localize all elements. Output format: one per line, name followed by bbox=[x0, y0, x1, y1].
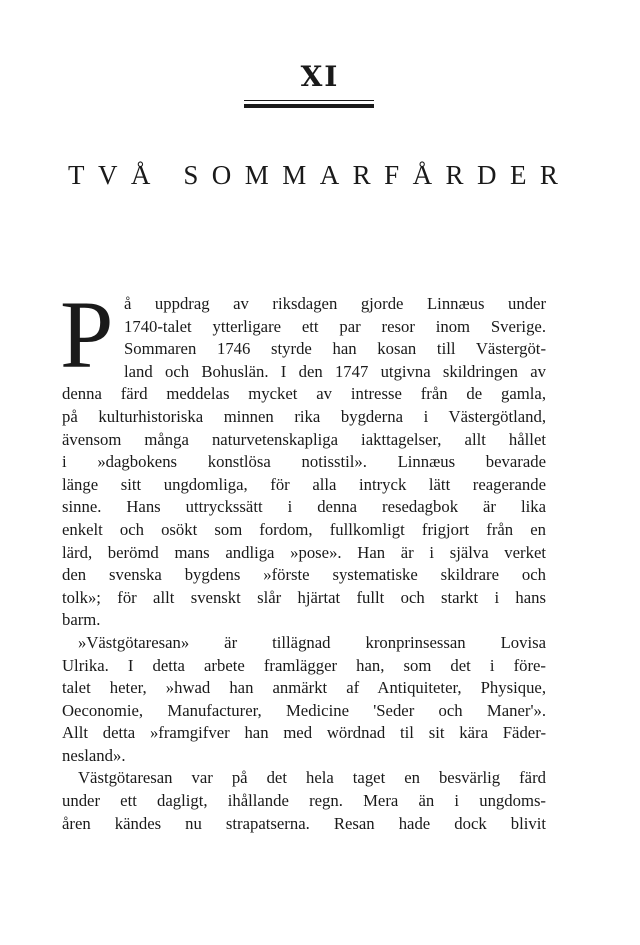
text-line: »Västgötaresan» är tillägnad kronprinsessan Lovisa bbox=[78, 632, 546, 652]
text-line: på kulturhistoriska minnen rika bygderna i Västergötland, bbox=[62, 406, 546, 426]
chapter-number: XI bbox=[300, 60, 340, 93]
text-line: 1740-talet ytterligare ett par resor inom Sverige. bbox=[124, 316, 546, 336]
text-line: Västgötaresan var på det hela taget en besvärlig färd bbox=[78, 768, 546, 788]
text-line: tolk»; för allt svenskt slår hjärtat fullt och starkt i hans bbox=[62, 587, 546, 607]
text-line: barm. bbox=[62, 610, 101, 630]
title-letter: V bbox=[97, 160, 118, 190]
text-line: land och Bohuslän. I den 1747 utgivna skildringen av bbox=[124, 361, 546, 381]
text-line: Oeconomie, Manufacturer, Medicine 'Seder och Maner'». bbox=[62, 700, 546, 720]
text-line: nesland». bbox=[62, 745, 126, 765]
title-letter: E bbox=[509, 160, 527, 190]
text-line: Ulrika. I detta arbete framlägger han, som det i före- bbox=[62, 655, 546, 675]
title-letter: A bbox=[319, 160, 340, 190]
title-letter: T bbox=[68, 160, 85, 190]
title-letter: R bbox=[539, 160, 558, 190]
title-rule-thin bbox=[244, 100, 374, 101]
text-line: Sommaren 1746 styrde han kosan till Västergöt- bbox=[124, 339, 546, 359]
text-line: Allt detta »framgifver han med wördnad til sit kära Fäder- bbox=[62, 723, 546, 743]
title-letter: Å bbox=[412, 160, 433, 190]
text-line: enkelt och osökt som fordom, fullkomligt frigjort från en bbox=[62, 519, 546, 539]
text-line: denna färd meddelas mycket av intresse från de gamla, bbox=[62, 384, 546, 404]
title-letter: D bbox=[477, 160, 497, 190]
text-line: i »dagbokens konstlösa notisstil». Linnæus bevarade bbox=[62, 452, 546, 472]
title-letter: Å bbox=[130, 160, 151, 190]
text-line: ävensom många naturvetenskapliga iakttagelser, allt hållet bbox=[62, 429, 546, 449]
text-line: den svenska bygdens »förste systematiske skildrare och bbox=[62, 565, 546, 585]
title-letter: R bbox=[445, 160, 464, 190]
text-line: under ett dagligt, ihållande regn. Mera än i ungdoms- bbox=[62, 791, 546, 811]
drop-cap: P bbox=[60, 281, 114, 388]
title-letter: S bbox=[183, 160, 199, 190]
title-rule-thick bbox=[244, 104, 374, 108]
text-line: länge sitt ungdomliga, för alla intryck lätt reagerande bbox=[62, 474, 546, 494]
chapter-title bbox=[68, 160, 558, 191]
title-letter: O bbox=[211, 160, 232, 190]
text-line: lärd, berömd mans andliga »pose». Han är i själva verket bbox=[62, 542, 546, 562]
body-text bbox=[60, 281, 546, 835]
text-line: å uppdrag av riksdagen gjorde Linnæus under bbox=[124, 294, 546, 313]
title-letter: M bbox=[282, 160, 307, 190]
title-letter: M bbox=[244, 160, 269, 190]
title-letter: R bbox=[352, 160, 371, 190]
text-line: sinne. Hans uttryckssätt i denna resedagbok är lika bbox=[62, 497, 546, 517]
text-line: åren kändes nu strapatserna. Resan hade dock blivit bbox=[62, 813, 546, 833]
text-line: talet heter, »hwad han anmärkt af Antiquiteter, Physique, bbox=[62, 678, 546, 698]
title-letter: F bbox=[384, 160, 400, 190]
